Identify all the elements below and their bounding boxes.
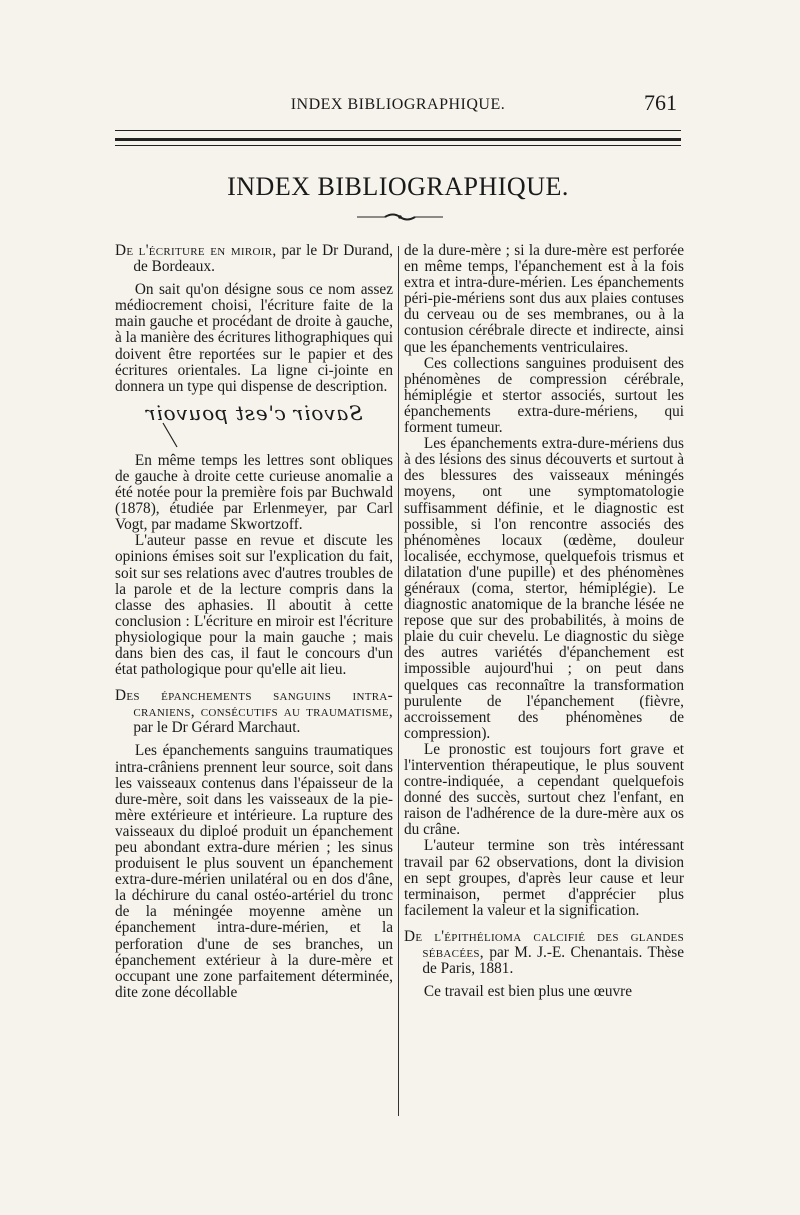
entry-publication: Thèse de Paris, 1881.	[422, 944, 685, 978]
ornament-divider-icon	[355, 212, 445, 222]
paragraph: Ce travail est bien plus une œuvre	[423, 983, 633, 1001]
mirror-writing-sample	[115, 399, 393, 451]
paragraph: Les épanchements sanguins traumatiques intra-crâniens prennent leur source, soit dans les vaisseaux contenus dans l'épaisseur de la dure-mère, soit dans les vaisseaux de la pie-mère extérieure et intérieure. La rupture des vaisseaux du diploé produit un épanchement peu abondant extra-dure mérien ; les sinus produisent le plus souvent un épanchement extra-dure-mérien unilatéral ou en dos d'âne, la déchirure du canal ostéo-artériel du tronc de la méningée moyenne amène un épanchement intra-dure-mérien, et la perforation d'une de ses branches, un épanchement extérieur à la dure-mère et occupant une zone parfaitement déterminée, dite zone décollable	[115, 742, 393, 1001]
paragraph: L'auteur termine son très intéressant travail par 62 observations, dont la division en sept groupes, d'après leur cause et leur terminaison, permet d'apprécier plus facilement la valeur et la signification.	[404, 837, 684, 919]
column-divider	[398, 246, 399, 1116]
running-title: INDEX BIBLIOGRAPHIQUE.	[290, 96, 506, 113]
mirror-writing-text: Savoir c'est pouvoir	[145, 400, 363, 425]
double-rule-thin	[115, 145, 681, 146]
entry-heading-epithelioma	[404, 929, 684, 977]
entry-author: par le Dr Durand, de Bordeaux.	[133, 242, 393, 276]
paragraph: On sait qu'on désigne sous ce nom assez médiocrement choisi, l'écriture faite de la main gauche et procédant de droite à gauche, à la manière des écritures lithographiques qui doivent être reportées sur le papier et des écritures orientales. La ligne ci-jointe en donnera un type qui dispense de description.	[115, 281, 393, 395]
header-rule	[115, 130, 681, 131]
running-head	[115, 90, 681, 120]
paragraph: Le pronostic est toujours fort grave et l'intervention thérapeutique, le plus souvent contre-indiquée, a cependant quelquefois donné des succès, surtout chez l'enfant, en raison de l'adhérence de la dure-mère aux os du crâne.	[404, 740, 684, 839]
entry-title: De l'épithélioma calcifié des glandes sébacées,	[404, 927, 684, 962]
entry-title: Des épanchements sanguins intra-craniens, consécutifs au traumatisme,	[115, 687, 393, 721]
double-rule-thick	[115, 138, 681, 141]
mirror-writing-stroke-icon	[115, 399, 393, 451]
paragraph: Les épanchements extra-dure-mériens dus à des lésions des sinus découverts et surtout à des blessures des vaisseaux méningés moyens, ont une symptomatologie suffisamment définie, et le diagnostic est possible, si l'on rencontre associés des phénomènes locaux (œdème, douleur localisée, ecchymose, quelquefois trismus et dilatation d'une pupille) et des phénomènes généraux (coma, stertor, hémiplégie). Le diagnostic anatomique de la branche lésée ne repose que sur des probabilités, à moins de plaie du cuir chevelu. Le diagnostic du siège des autres variétés d'épanchement est impossible aujourd'hui ; on peut dans quelques cas reconnaître la transformation purulente de l'épanchement (fièvre, accroissement des phénomènes de compression).	[404, 435, 684, 742]
entry-author: par le Dr Gérard Marchaut.	[133, 719, 301, 737]
entry-heading-ecriture-miroir	[115, 243, 393, 275]
left-column	[115, 243, 393, 1001]
main-title: INDEX BIBLIOGRAPHIQUE.	[227, 172, 569, 201]
paragraph: de la dure-mère ; si la dure-mère est perforée en même temps, l'épanchement est à la fois extra et intra-dure-mérien. Les épanchements péri-pie-mériens sont dus aux plaies contuses du cerveau ou de ses membranes, ou à la contusion cérébrale directe et indirecte, ainsi que les épanchements ventriculaires.	[404, 242, 684, 356]
entry-heading-epanchements	[115, 688, 393, 736]
right-column	[404, 243, 684, 1000]
entry-author: par M. J.-E. Chenantais.	[483, 944, 643, 962]
page-number: 761	[644, 90, 677, 115]
entry-title: De l'écriture en miroir,	[115, 242, 277, 259]
paragraph: En même temps les lettres sont obliques de gauche à droite cette curieuse anomalie a été notée pour la première fois par Buchwald (1878), étudiée par Erlenmeyer, par Carl Vogt, par madame Skwortzoff.	[115, 451, 393, 534]
paragraph: L'auteur passe en revue et discute les opinions émises soit sur l'explication du fait, soit sur ses relations avec d'autres troubles de la parole et de la lecture compris dans la classe des aphasies. Il aboutit à cette conclusion : L'écriture en miroir est l'écriture physiologique pour la main gauche ; mais dans bien des cas, il faut le concours d'un état pathologique pour qu'elle ait lieu.	[115, 532, 393, 679]
paragraph: Ces collections sanguines produisent des phénomènes de compression cérébrale, hémiplégie et stertor associés, surtout les épanchements extra-dure-mériens, qui forment tumeur.	[404, 354, 684, 437]
